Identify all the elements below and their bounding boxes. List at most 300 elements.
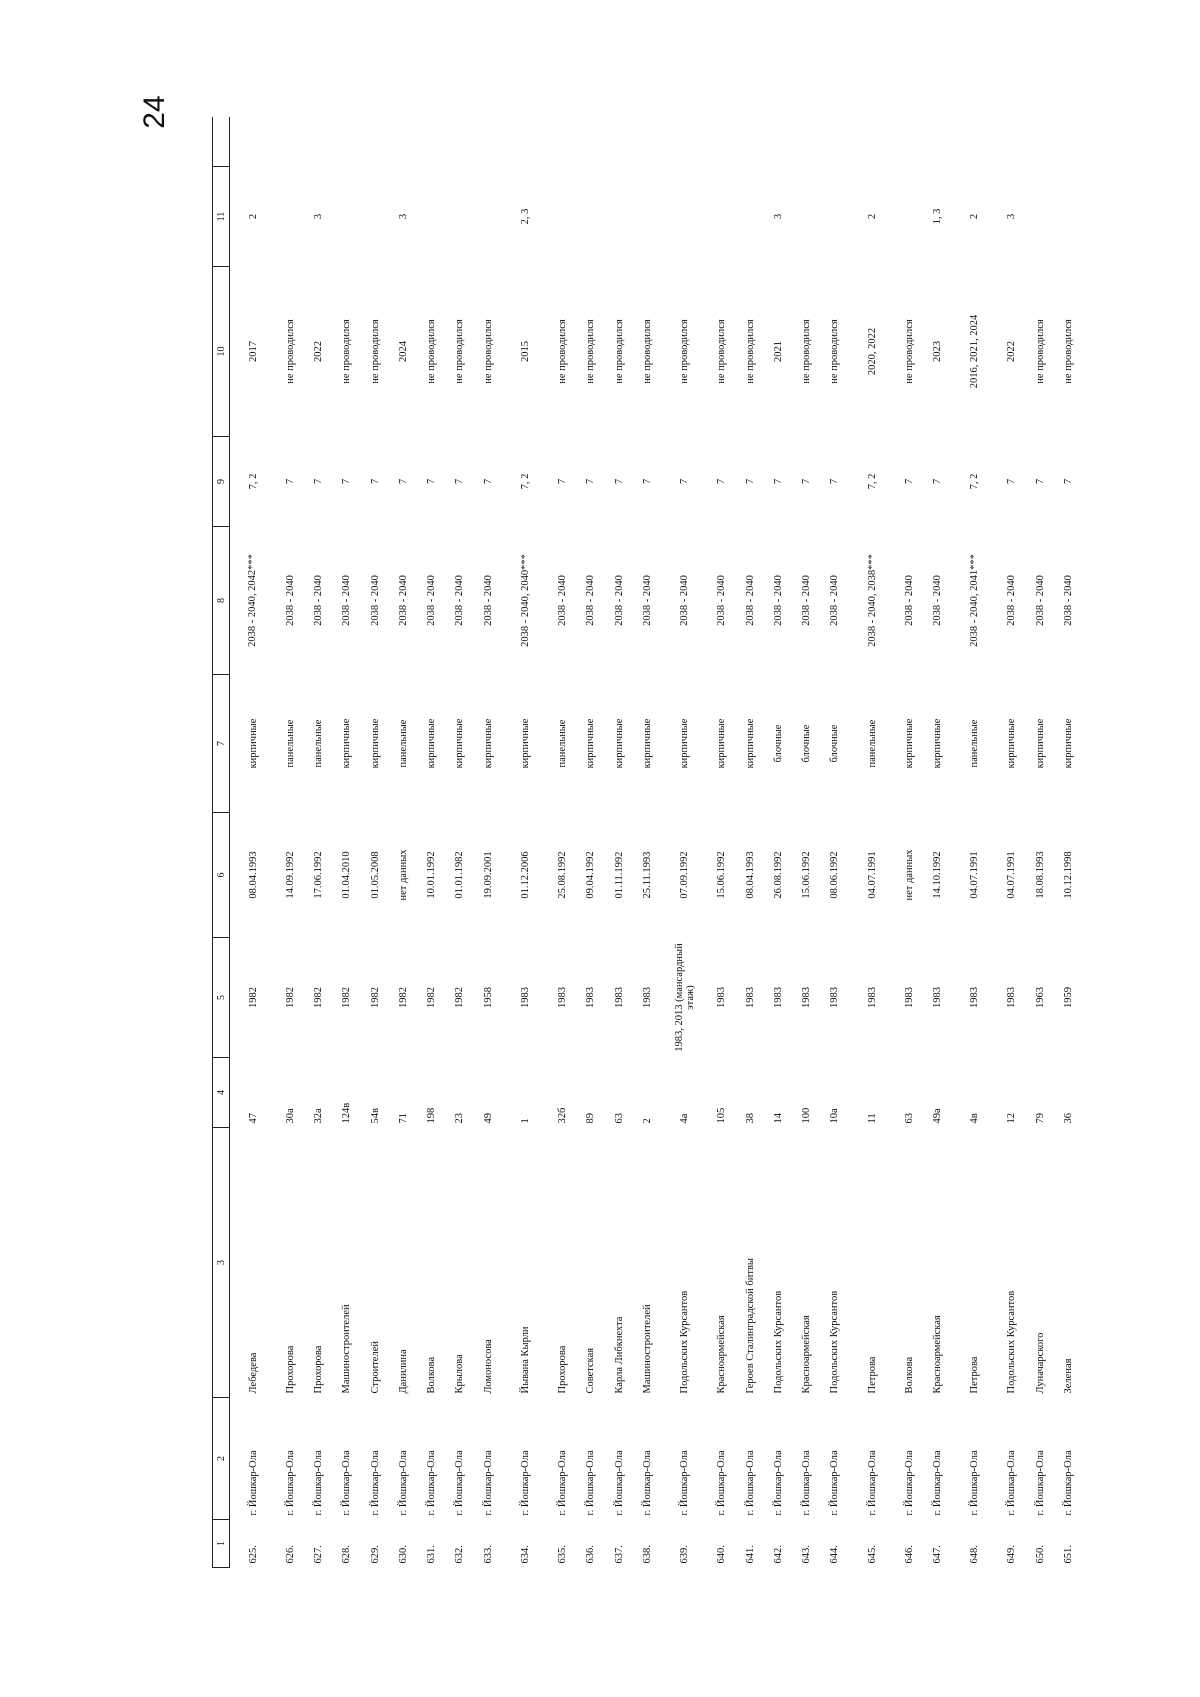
cell-wall-material: кирпичные: [641, 718, 653, 769]
table-row: [923, 118, 951, 1568]
cell-construction-year: 1982: [247, 987, 259, 1008]
cell-city: г. Йошкар-Ола: [903, 1450, 915, 1516]
cell-notes: 3: [397, 213, 409, 220]
column-number: 11: [213, 167, 230, 267]
cell-city: г. Йошкар-Ола: [247, 1450, 259, 1516]
cell-street: Лебедева: [247, 1352, 259, 1394]
cell-spacer: [792, 118, 820, 167]
cell-last-repair: 2017: [247, 341, 259, 362]
cell-repair-period: 2038 - 2040: [772, 575, 784, 626]
rotated-table-container: [212, 118, 1074, 1568]
cell-street: Подольских Курсантов: [829, 1290, 841, 1394]
column-number-spacer: [213, 118, 230, 167]
cell-last-repair: не проводился: [284, 319, 296, 384]
cell-row-number: 633.: [482, 1545, 494, 1564]
table-row: [548, 118, 576, 1568]
cell-row-number: 650.: [1034, 1545, 1046, 1564]
cell-city: г. Йошкар-Ола: [482, 1450, 494, 1516]
cell-wall-material: кирпичные: [369, 718, 381, 769]
cell-last-repair: 2022: [1006, 341, 1018, 362]
cell-construction-year: 1983: [1006, 987, 1018, 1008]
cell-date: 15.06.1992: [801, 851, 813, 899]
cell-notes: [1054, 167, 1082, 267]
cell-repair-period: 2038 - 2040: [284, 575, 296, 626]
housing-registry-table: [212, 118, 1083, 1569]
cell-date: 18.08.1993: [1034, 851, 1046, 899]
cell-work-code: 7: [1034, 478, 1046, 485]
cell-notes: [577, 167, 605, 267]
cell-row-number: 631.: [426, 1545, 438, 1564]
cell-notes: [633, 167, 661, 267]
cell-street: Волкова: [903, 1356, 915, 1394]
cell-date: нет данных: [903, 849, 915, 901]
cell-repair-period: 2038 - 2040: [801, 575, 813, 626]
cell-city: г. Йошкар-Ола: [613, 1450, 625, 1516]
cell-date: 01.04.2010: [341, 851, 353, 899]
cell-city: г. Йошкар-Ола: [801, 1450, 813, 1516]
cell-last-repair: не проводился: [585, 319, 597, 384]
cell-date: 14.10.1992: [931, 851, 943, 899]
cell-date: 26.08.1992: [772, 851, 784, 899]
cell-notes: 2: [247, 213, 259, 220]
cell-last-repair: не проводился: [1062, 319, 1074, 384]
cell-house-number: 1: [519, 1118, 531, 1124]
cell-city: г. Йошкар-Ола: [1006, 1450, 1018, 1516]
cell-construction-year: 1983: [931, 987, 943, 1008]
cell-last-repair: не проводился: [903, 319, 915, 384]
table-row: [605, 118, 633, 1568]
cell-spacer: [304, 118, 332, 167]
cell-wall-material: кирпичные: [1034, 718, 1046, 769]
column-number: 1: [213, 1520, 230, 1568]
cell-street: Данилина: [397, 1349, 409, 1394]
cell-street: Ломоносова: [482, 1339, 494, 1394]
cell-repair-period: 2038 - 2040: [613, 575, 625, 626]
cell-house-number: 4а: [679, 1113, 691, 1124]
cell-construction-year: 1983: [969, 987, 981, 1008]
cell-street: Петрова: [969, 1356, 981, 1394]
cell-house-number: 49: [482, 1113, 494, 1124]
cell-work-code: 7: [903, 478, 915, 485]
cell-notes: [821, 167, 849, 267]
cell-date: 08.04.1993: [247, 851, 259, 899]
table-row: [1054, 118, 1082, 1568]
cell-work-code: 7, 2: [519, 473, 531, 490]
cell-spacer: [764, 118, 792, 167]
cell-repair-period: 2038 - 2040: [312, 575, 324, 626]
cell-house-number: 14: [772, 1113, 784, 1124]
cell-street: Подольских Курсантов: [772, 1290, 784, 1394]
cell-work-code: 7: [829, 478, 841, 485]
cell-date: 19.09.2001: [482, 851, 494, 899]
cell-repair-period: 2038 - 2040: [903, 575, 915, 626]
cell-street: Героев Сталинградской битвы: [744, 1258, 756, 1394]
cell-city: г. Йошкар-Ола: [454, 1450, 466, 1516]
cell-notes: [605, 167, 633, 267]
cell-work-code: 7: [369, 478, 381, 485]
cell-house-number: 79: [1034, 1113, 1046, 1124]
table-row: [333, 118, 361, 1568]
cell-row-number: 637.: [613, 1545, 625, 1564]
cell-construction-year: 1983: [772, 987, 784, 1008]
table-row: [474, 118, 502, 1568]
cell-repair-period: 2038 - 2040: [716, 575, 728, 626]
table-row: [417, 118, 445, 1568]
cell-notes: [474, 167, 502, 267]
cell-spacer: [605, 118, 633, 167]
cell-house-number: 71: [397, 1113, 409, 1124]
cell-house-number: 47: [247, 1113, 259, 1124]
column-number-row: [213, 118, 230, 1568]
cell-last-repair: не проводился: [557, 319, 569, 384]
cell-work-code: 7: [744, 478, 756, 485]
table-row: [276, 118, 304, 1568]
cell-row-number: 641.: [744, 1545, 756, 1564]
cell-work-code: 7: [397, 478, 409, 485]
cell-last-repair: не проводился: [744, 319, 756, 384]
cell-spacer: [577, 118, 605, 167]
cell-row-number: 643.: [801, 1545, 813, 1564]
cell-wall-material: кирпичные: [744, 718, 756, 769]
cell-spacer: [276, 118, 304, 167]
cell-row-number: 636.: [585, 1545, 597, 1564]
table-row: [821, 118, 849, 1568]
cell-repair-period: 2038 - 2040: [454, 575, 466, 626]
cell-notes: [333, 167, 361, 267]
cell-street: Красноармейская: [801, 1315, 813, 1394]
cell-repair-period: 2038 - 2040: [369, 575, 381, 626]
cell-row-number: 646.: [903, 1545, 915, 1564]
cell-wall-material: кирпичные: [519, 718, 531, 769]
cell-construction-year: 1983: [613, 987, 625, 1008]
cell-construction-year: 1983, 2013 (мансардный этаж): [673, 943, 696, 1052]
cell-wall-material: панельные: [969, 719, 981, 768]
cell-street: Луначарского: [1034, 1332, 1046, 1394]
cell-row-number: 630.: [397, 1545, 409, 1564]
cell-repair-period: 2038 - 2040, 2038***: [866, 554, 878, 647]
cell-row-number: 640.: [716, 1545, 728, 1564]
cell-row-number: 649.: [1006, 1545, 1018, 1564]
table-row: [792, 118, 820, 1568]
cell-notes: [708, 167, 736, 267]
cell-house-number: 100: [801, 1107, 813, 1124]
cell-city: г. Йошкар-Ола: [829, 1450, 841, 1516]
cell-house-number: 105: [716, 1107, 728, 1124]
table-row: [446, 118, 474, 1568]
table-row: [849, 118, 895, 1568]
cell-last-repair: 2022: [312, 341, 324, 362]
column-number: 7: [213, 675, 230, 813]
cell-city: г. Йошкар-Ола: [772, 1450, 784, 1516]
cell-work-code: 7: [931, 478, 943, 485]
cell-last-repair: не проводился: [1034, 319, 1046, 384]
cell-wall-material: кирпичные: [454, 718, 466, 769]
cell-repair-period: 2038 - 2040, 2040***: [519, 554, 531, 647]
cell-house-number: 30а: [284, 1108, 296, 1124]
cell-wall-material: кирпичные: [679, 718, 691, 769]
cell-wall-material: панельные: [312, 719, 324, 768]
cell-last-repair: не проводился: [829, 319, 841, 384]
cell-last-repair: 2020, 2022: [866, 327, 878, 376]
cell-house-number: 2: [641, 1118, 653, 1124]
cell-wall-material: кирпичные: [341, 718, 353, 769]
cell-construction-year: 1982: [341, 987, 353, 1008]
cell-date: 08.04.1993: [744, 851, 756, 899]
cell-row-number: 639.: [679, 1545, 691, 1564]
cell-last-repair: не проводился: [613, 319, 625, 384]
cell-work-code: 7: [482, 478, 494, 485]
cell-city: г. Йошкар-Ола: [426, 1450, 438, 1516]
cell-work-code: 7: [312, 478, 324, 485]
cell-row-number: 634.: [519, 1545, 531, 1564]
cell-house-number: 11: [866, 1113, 878, 1124]
cell-row-number: 645.: [866, 1545, 878, 1564]
cell-spacer: [952, 118, 998, 167]
cell-notes: [276, 167, 304, 267]
cell-date: 10.12.1998: [1062, 851, 1074, 899]
cell-last-repair: не проводился: [641, 319, 653, 384]
cell-house-number: 124в: [341, 1102, 353, 1124]
column-number: 10: [213, 267, 230, 437]
cell-work-code: 7: [716, 478, 728, 485]
cell-wall-material: кирпичные: [931, 718, 943, 769]
cell-spacer: [895, 118, 923, 167]
cell-wall-material: блочные: [829, 724, 841, 763]
cell-date: 04.07.1991: [1006, 851, 1018, 899]
cell-construction-year: 1983: [829, 987, 841, 1008]
cell-house-number: 36: [1062, 1113, 1074, 1124]
cell-notes: [792, 167, 820, 267]
cell-repair-period: 2038 - 2040: [482, 575, 494, 626]
table-row: [662, 118, 708, 1568]
cell-spacer: [662, 118, 708, 167]
table-row: [389, 118, 417, 1568]
cell-city: г. Йошкар-Ола: [557, 1450, 569, 1516]
cell-date: 01.12.2006: [519, 851, 531, 899]
cell-house-number: 10а: [829, 1108, 841, 1124]
cell-last-repair: 2023: [931, 341, 943, 362]
cell-repair-period: 2038 - 2040: [426, 575, 438, 626]
cell-spacer: [1026, 118, 1054, 167]
cell-repair-period: 2038 - 2040: [557, 575, 569, 626]
cell-wall-material: кирпичные: [482, 718, 494, 769]
table-body: [213, 118, 1083, 1568]
table-row: [736, 118, 764, 1568]
cell-construction-year: 1983: [866, 987, 878, 1008]
cell-row-number: 644.: [829, 1545, 841, 1564]
cell-street: Волкова: [426, 1356, 438, 1394]
page-number: 24: [138, 95, 171, 129]
cell-notes: 2: [866, 213, 878, 220]
cell-wall-material: панельные: [397, 719, 409, 768]
cell-last-repair: не проводился: [454, 319, 466, 384]
cell-street: Красноармейская: [716, 1315, 728, 1394]
cell-notes: [548, 167, 576, 267]
column-number: 4: [213, 1058, 230, 1128]
cell-street: Зеленая: [1062, 1358, 1074, 1394]
cell-house-number: 89: [585, 1113, 597, 1124]
cell-row-number: 626.: [284, 1545, 296, 1564]
cell-repair-period: 2038 - 2040: [641, 575, 653, 626]
cell-row-number: 628.: [341, 1545, 353, 1564]
column-number: 9: [213, 437, 230, 527]
cell-row-number: 627.: [312, 1545, 324, 1564]
cell-spacer: [417, 118, 445, 167]
cell-notes: [361, 167, 389, 267]
cell-city: г. Йошкар-Ола: [312, 1450, 324, 1516]
cell-spacer: [923, 118, 951, 167]
cell-city: г. Йошкар-Ола: [866, 1450, 878, 1516]
cell-repair-period: 2038 - 2040, 2042***: [247, 554, 259, 647]
cell-spacer: [821, 118, 849, 167]
table-row: [633, 118, 661, 1568]
cell-wall-material: блочные: [801, 724, 813, 763]
cell-date: 08.06.1992: [829, 851, 841, 899]
cell-construction-year: 1983: [641, 987, 653, 1008]
cell-notes: [895, 167, 923, 267]
cell-work-code: 7: [1062, 478, 1074, 485]
cell-spacer: [998, 118, 1026, 167]
cell-repair-period: 2038 - 2040: [679, 575, 691, 626]
cell-city: г. Йошкар-Ола: [931, 1450, 943, 1516]
cell-construction-year: 1983: [557, 987, 569, 1008]
cell-house-number: 32б: [557, 1107, 569, 1124]
cell-construction-year: 1983: [519, 987, 531, 1008]
cell-city: г. Йошкар-Ола: [641, 1450, 653, 1516]
cell-spacer: [736, 118, 764, 167]
cell-city: г. Йошкар-Ола: [341, 1450, 353, 1516]
cell-repair-period: 2038 - 2040: [1006, 575, 1018, 626]
cell-work-code: 7: [585, 478, 597, 485]
cell-row-number: 635.: [557, 1545, 569, 1564]
cell-date: 04.07.1991: [969, 851, 981, 899]
cell-repair-period: 2038 - 2040: [1034, 575, 1046, 626]
cell-notes: 2: [969, 213, 981, 220]
cell-last-repair: не проводился: [679, 319, 691, 384]
cell-repair-period: 2038 - 2040: [829, 575, 841, 626]
cell-spacer: [361, 118, 389, 167]
cell-spacer: [446, 118, 474, 167]
cell-city: г. Йошкар-Ола: [744, 1450, 756, 1516]
cell-house-number: 4в: [969, 1113, 981, 1124]
cell-city: г. Йошкар-Ола: [284, 1450, 296, 1516]
cell-city: г. Йошкар-Ола: [679, 1450, 691, 1516]
cell-last-repair: 2016, 2021, 2024: [969, 314, 981, 389]
cell-work-code: 7: [454, 478, 466, 485]
cell-city: г. Йошкар-Ола: [1062, 1450, 1074, 1516]
cell-construction-year: 1982: [284, 987, 296, 1008]
cell-house-number: 12: [1006, 1113, 1018, 1124]
cell-work-code: 7, 2: [866, 473, 878, 490]
table-row: [952, 118, 998, 1568]
cell-row-number: 642.: [772, 1545, 784, 1564]
cell-work-code: 7, 2: [969, 473, 981, 490]
cell-construction-year: 1982: [454, 987, 466, 1008]
cell-row-number: 647.: [931, 1545, 943, 1564]
cell-city: г. Йошкар-Ола: [519, 1450, 531, 1516]
cell-date: 25.08.1992: [557, 851, 569, 899]
cell-street: Подольских Курсантов: [679, 1290, 691, 1394]
cell-last-repair: не проводился: [716, 319, 728, 384]
cell-spacer: [849, 118, 895, 167]
cell-work-code: 7: [801, 478, 813, 485]
cell-last-repair: 2021: [772, 341, 784, 362]
cell-notes: 2, 3: [519, 208, 531, 225]
cell-work-code: 7, 2: [247, 473, 259, 490]
cell-construction-year: 1982: [312, 987, 324, 1008]
cell-notes: 3: [772, 213, 784, 220]
cell-construction-year: 1983: [716, 987, 728, 1008]
cell-city: г. Йошкар-Ола: [397, 1450, 409, 1516]
column-number: 5: [213, 938, 230, 1058]
cell-repair-period: 2038 - 2040: [744, 575, 756, 626]
cell-spacer: [548, 118, 576, 167]
cell-date: 01.05.2008: [369, 851, 381, 899]
cell-house-number: 49а: [931, 1108, 943, 1124]
cell-wall-material: кирпичные: [585, 718, 597, 769]
cell-work-code: 7: [679, 478, 691, 485]
cell-last-repair: не проводился: [482, 319, 494, 384]
cell-spacer: [633, 118, 661, 167]
cell-house-number: 63: [903, 1113, 915, 1124]
cell-construction-year: 1983: [744, 987, 756, 1008]
cell-street: Красноармейская: [931, 1315, 943, 1394]
cell-spacer: [708, 118, 736, 167]
cell-spacer: [333, 118, 361, 167]
cell-work-code: 7: [426, 478, 438, 485]
cell-street: Карла Либкнехта: [613, 1316, 625, 1394]
cell-last-repair: не проводился: [341, 319, 353, 384]
column-number: 6: [213, 813, 230, 938]
cell-wall-material: блочные: [772, 724, 784, 763]
cell-last-repair: 2015: [519, 341, 531, 362]
cell-street: Йывана Кырли: [519, 1326, 531, 1394]
table-row: [998, 118, 1026, 1568]
cell-repair-period: 2038 - 2040: [585, 575, 597, 626]
cell-row-number: 648.: [969, 1545, 981, 1564]
cell-street: Петрова: [866, 1356, 878, 1394]
cell-last-repair: не проводился: [369, 319, 381, 384]
cell-wall-material: кирпичные: [613, 718, 625, 769]
cell-construction-year: 1982: [397, 987, 409, 1008]
cell-wall-material: кирпичные: [903, 718, 915, 769]
cell-city: г. Йошкар-Ола: [1034, 1450, 1046, 1516]
cell-last-repair: не проводился: [426, 319, 438, 384]
cell-street: Прохорова: [557, 1345, 569, 1394]
cell-notes: [417, 167, 445, 267]
cell-last-repair: не проводился: [801, 319, 813, 384]
table-row: [577, 118, 605, 1568]
table-row: [764, 118, 792, 1568]
cell-wall-material: панельные: [866, 719, 878, 768]
cell-date: 01.01.1982: [454, 851, 466, 899]
cell-house-number: 54в: [369, 1108, 381, 1124]
cell-house-number: 32а: [312, 1108, 324, 1124]
cell-street: Прохорова: [312, 1345, 324, 1394]
cell-date: 07.09.1992: [679, 851, 691, 899]
cell-city: г. Йошкар-Ола: [369, 1450, 381, 1516]
cell-city: г. Йошкар-Ола: [585, 1450, 597, 1516]
cell-wall-material: панельные: [557, 719, 569, 768]
cell-work-code: 7: [641, 478, 653, 485]
cell-date: 01.11.1992: [613, 851, 625, 899]
column-number: 2: [213, 1398, 230, 1520]
cell-house-number: 63: [613, 1113, 625, 1124]
cell-notes: 1, 3: [931, 208, 943, 225]
cell-repair-period: 2038 - 2040: [341, 575, 353, 626]
cell-notes: [1026, 167, 1054, 267]
cell-wall-material: кирпичные: [1062, 718, 1074, 769]
